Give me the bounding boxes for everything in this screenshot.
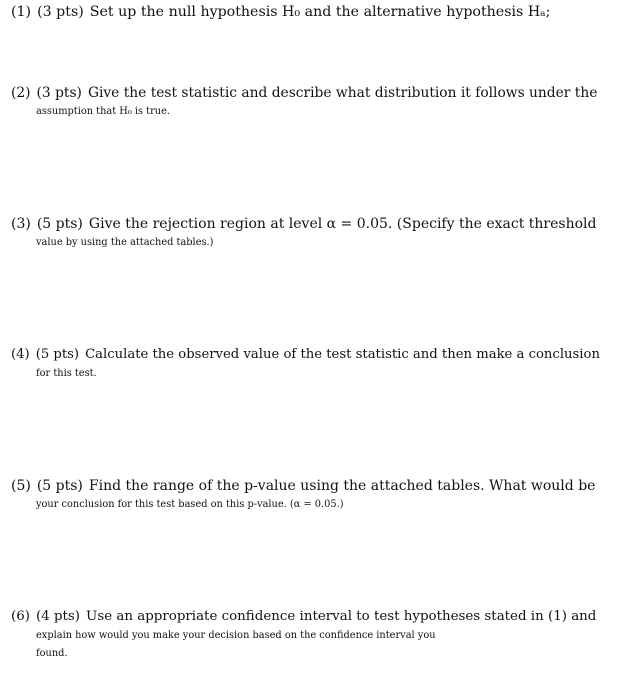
question-points: (3 pts) bbox=[36, 85, 82, 101]
question-number: (1) bbox=[11, 4, 32, 20]
question-text: Give the rejection region at level α = 0.05. (Specify the exact threshold bbox=[88, 216, 597, 232]
question-2 bbox=[11, 84, 601, 121]
question-text: Find the range of the p-value using the attached tables. What would be bbox=[88, 478, 596, 494]
question-number: (6) bbox=[11, 609, 30, 624]
question-1 bbox=[11, 3, 601, 22]
question-points: (5 pts) bbox=[35, 347, 80, 362]
question-1-line-1 bbox=[11, 3, 601, 22]
question-number: (4) bbox=[11, 347, 30, 362]
question-5-line-1 bbox=[11, 477, 601, 496]
question-4 bbox=[11, 346, 601, 383]
question-3 bbox=[11, 215, 601, 252]
question-points: (5 pts) bbox=[36, 478, 83, 494]
question-4-line-1 bbox=[11, 346, 601, 365]
question-number: (2) bbox=[11, 85, 31, 101]
question-points: (3 pts) bbox=[37, 4, 84, 20]
question-number: (3) bbox=[11, 216, 31, 232]
question-2-line-2: assumption that H₀ is true. bbox=[36, 105, 170, 117]
question-6 bbox=[11, 608, 601, 664]
question-text: Use an appropriate confidence interval to test hypotheses stated in (1) and bbox=[86, 609, 597, 624]
question-text: Calculate the observed value of the test statistic and then make a conclusion bbox=[85, 347, 600, 362]
question-2-line-1 bbox=[11, 84, 601, 103]
question-text: Give the test statistic and describe what distribution it follows under the bbox=[87, 85, 598, 101]
question-5 bbox=[11, 477, 601, 514]
question-points: (5 pts) bbox=[36, 216, 83, 232]
question-3-line-2: value by using the attached tables.) bbox=[36, 236, 214, 248]
question-points: (4 pts) bbox=[35, 609, 81, 624]
question-6-line-3: found. bbox=[36, 648, 68, 659]
question-text: Set up the null hypothesis H₀ and the alternative hypothesis Hₐ; bbox=[89, 4, 551, 20]
question-4-line-2: for this test. bbox=[36, 367, 97, 379]
question-5-line-2: your conclusion for this test based on this p-value. (α = 0.05.) bbox=[36, 498, 344, 510]
question-number: (5) bbox=[11, 478, 31, 494]
question-6-line-2: explain how would you make your decision based on the confidence interval you bbox=[36, 629, 436, 641]
question-3-line-1 bbox=[11, 215, 601, 234]
question-6-line-1 bbox=[11, 608, 601, 627]
